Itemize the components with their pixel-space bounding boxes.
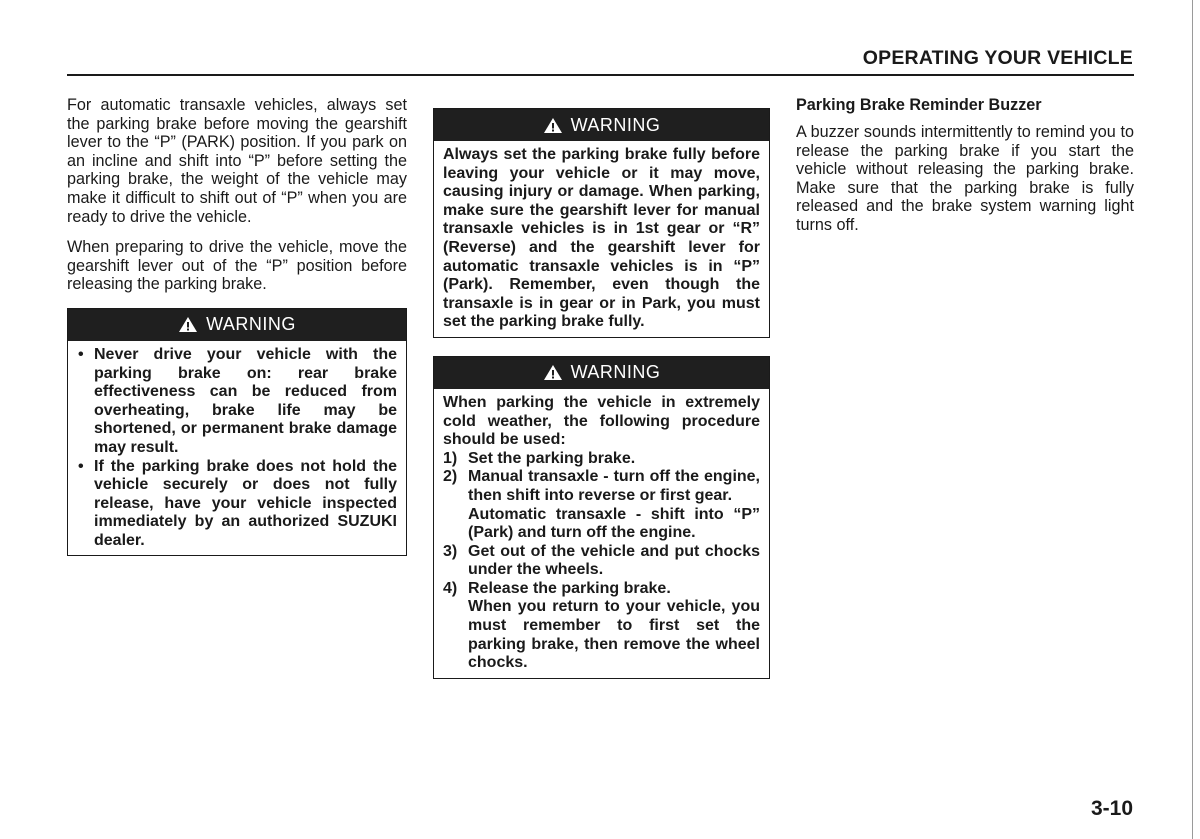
step-text: Get out of the vehicle and put chocks under the wheels. <box>468 542 760 579</box>
warning-intro: When parking the vehicle in extremely cold weather, the following procedure should be used: <box>443 393 760 449</box>
step-number: 1) <box>443 449 458 467</box>
middle-column <box>433 108 770 679</box>
procedure-steps <box>443 450 760 673</box>
warning-bullet: • Never drive your vehicle with the parking brake on: rear brake effectiveness can be reduced from overheating, brake life may be shortened, or permanent brake damage may result. <box>77 346 397 458</box>
procedure-step <box>443 580 760 673</box>
warning-body: Always set the parking brake fully before leaving your vehicle or it may move, causing injury or damage. When parking, make sure the gearshift lever for manual transaxle vehicles is in 1st gear or “R” (Reverse) and the gearshift lever for automatic transaxle vehicles is in “P” (Park). Remember, even though the transaxle is in gear or in Park, you must set the parking brake fully. <box>443 146 760 331</box>
step-number: 3) <box>443 542 458 560</box>
step-text: Release the parking brake. <box>468 579 671 597</box>
warning-label: WARNING <box>570 362 661 383</box>
warning-box-drive-with-brake <box>67 308 407 557</box>
left-column <box>67 96 407 556</box>
page-number: 3-10 <box>1090 797 1133 820</box>
header-divider <box>67 74 1134 76</box>
step-number: 2) <box>443 468 458 486</box>
page-edge-line <box>1192 0 1193 839</box>
procedure-step <box>443 468 760 542</box>
step-number: 4) <box>443 579 458 597</box>
paragraph-reminder-buzzer: A buzzer sounds intermittently to remind you to release the parking brake if you start the vehicle without releasing the parking brake. Make sure that the parking brake is fully released and the brake system warning light turns off. <box>796 123 1134 234</box>
warning-body <box>434 389 769 678</box>
subsection-title: Parking Brake Reminder Buzzer <box>796 96 1042 114</box>
right-column <box>796 96 1134 247</box>
warning-label: WARNING <box>570 114 661 135</box>
procedure-step <box>443 450 760 469</box>
warning-bullet: • If the parking brake does not hold the vehicle securely or does not fully release, have your vehicle inspected immediately by an authorized SUZUKI dealer. <box>77 458 397 551</box>
warning-triangle-icon <box>543 117 563 134</box>
warning-header <box>434 109 769 141</box>
paragraph-automatic-transaxle: For automatic transaxle vehicles, always set the parking brake before moving the gearshift lever to the “P” (PARK) position. If you park on an incline and shift into “P” before setting the parking brake, the weight of the vehicle may make it difficult to shift out of “P” when you are ready to drive the vehicle. <box>67 96 407 226</box>
warning-triangle-icon <box>543 364 563 381</box>
step-text: Set the parking brake. <box>468 449 636 467</box>
warning-header <box>434 357 769 389</box>
section-title: OPERATING YOUR VEHICLE <box>862 47 1133 69</box>
paragraph-preparing-to-drive: When preparing to drive the vehicle, move the gearshift lever out of the “P” position before releasing the parking brake. <box>67 238 407 294</box>
warning-header <box>68 309 406 341</box>
step-text: When you return to your vehicle, you must remember to first set the parking brake, then remove the wheel chocks. <box>468 598 760 672</box>
warning-box-set-parking-brake <box>433 108 770 338</box>
warning-triangle-icon <box>178 316 198 333</box>
procedure-step <box>443 543 760 580</box>
step-text: Automatic transaxle - shift into “P” (Park) and turn off the engine. <box>468 505 760 542</box>
warning-label: WARNING <box>206 314 296 335</box>
step-text: Manual transaxle - turn off the engine, then shift into reverse or first gear. <box>468 468 760 504</box>
warning-box-cold-weather <box>433 356 770 679</box>
warning-body <box>68 341 406 556</box>
